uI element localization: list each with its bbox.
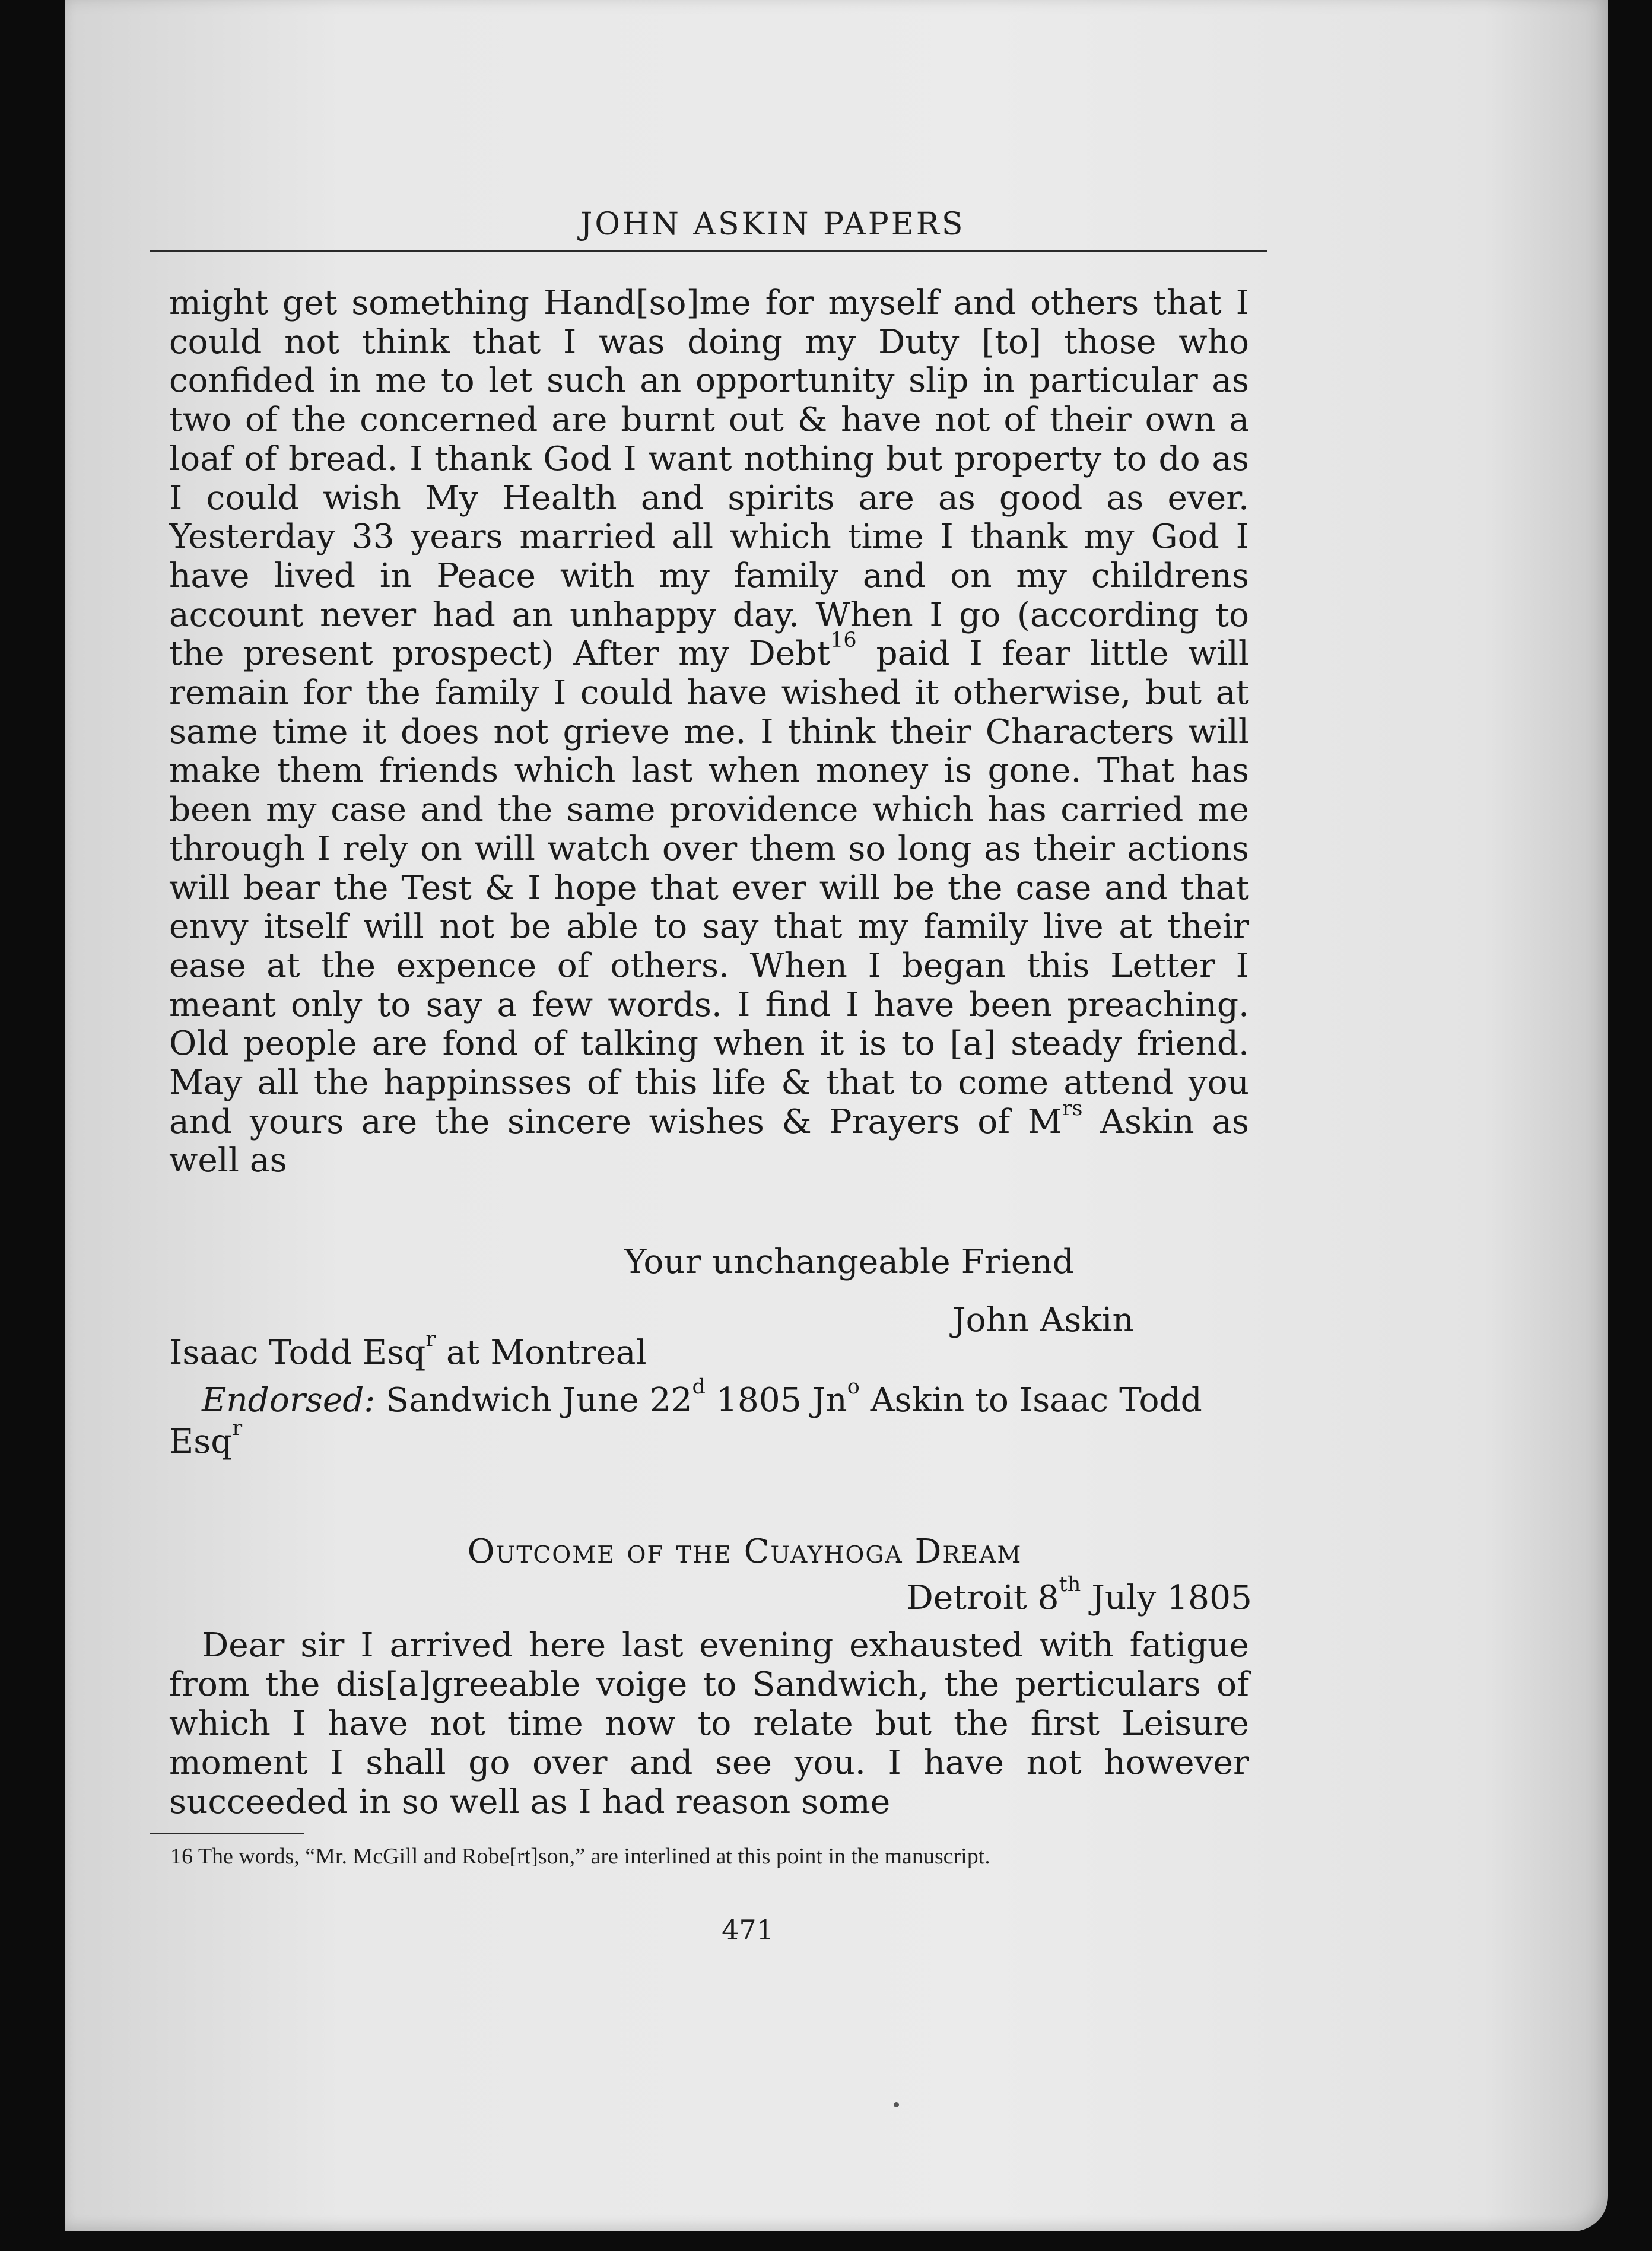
- section-title: Outcome of the Cuayhoga Dream: [467, 1532, 1022, 1571]
- dateline-text-end: July 1805: [1081, 1579, 1252, 1617]
- letter-closing: Your unchangeable Friend: [624, 1243, 1074, 1281]
- letter-addressee: [169, 1327, 647, 1374]
- footnote-rule: [150, 1833, 304, 1834]
- letter-body-text: might get something Hand[so]me for myself and others that I could not think that I was doing my Duty [to] those who confided in me to let such an opportunity slip in particular as two of the concerned are burnt out & have not of their own a loaf of bread. I thank God I want nothing but property to do as I could wish My Health and spirits are as good as ever. Yesterday 33 years married all which time I thank my God I have lived in Peace with my family and on my childrens account never had an unhappy day. When I go (according to the present prospect) After my Debt: [169, 284, 1249, 674]
- endorsement: [169, 1374, 1249, 1463]
- footnote-number: 16: [170, 1844, 193, 1869]
- letter-body: [169, 284, 1249, 1180]
- endorsed-text: Sandwich June 22: [375, 1381, 692, 1420]
- footnote-text: The words, “Mr. McGill and Robe[rt]son,” are interlined at this point in the manuscript.: [193, 1844, 990, 1869]
- footnote-reference: 16: [830, 628, 857, 653]
- letter-body-end: Askin as well as: [169, 1102, 1250, 1180]
- addressee-place: at Montreal: [436, 1334, 647, 1372]
- dateline-text: Detroit 8: [906, 1579, 1059, 1617]
- endorsed-text: 1805 Jn: [705, 1381, 847, 1420]
- letter-body-second-text: Dear sir I arrived here last evening exhausted with fatigue from the dis[a]greeable voige to Sandwich, the perticulars of which I have not time now to relate but the first Leisure moment I shall go over and see you. I have not however succeeded in so well as I had reason some: [169, 1626, 1249, 1821]
- dateline-superscript: th: [1059, 1572, 1081, 1597]
- letter-body-second: [169, 1626, 1249, 1822]
- endorsed-superscript: r: [232, 1416, 243, 1441]
- endorsed-label: Endorsed:: [202, 1381, 376, 1420]
- endorsed-superscript: d: [692, 1374, 706, 1399]
- letter-signature: John Askin: [952, 1301, 1134, 1339]
- endorsed-text: Askin to Isaac Todd Esq: [169, 1381, 1202, 1461]
- addressee-superscript: r: [425, 1327, 436, 1352]
- paper-speck: [894, 2102, 899, 2107]
- mrs-superscript: rs: [1062, 1096, 1083, 1120]
- addressee-name: Isaac Todd Esq: [169, 1334, 426, 1372]
- book-page: [65, 0, 1608, 2231]
- page-number: 471: [722, 1914, 774, 1946]
- footnote: [151, 1844, 1255, 1869]
- running-head: JOHN ASKIN PAPERS: [580, 207, 965, 242]
- endorsed-superscript: o: [847, 1374, 860, 1399]
- letter-body-continued: paid I fear little will remain for the family I could have wished it otherwise, but at same time it does not grieve me. I think their Characters will make them friends which last when money is gone. That has been my case and the same providence which has carried me through I rely on will watch over them so long as their actions will bear the Test & I hope that ever will be the case and that envy itself will not be able to say that my family live at their ease at the expence of others. When I began this Letter I meant only to say a few words. I find I have been preaching. Old people are fond of talking when it is to [a] steady friend. May all the happinsses of this life & that to come attend you and yours are the sincere wishes & Prayers of M: [169, 634, 1249, 1141]
- header-rule: [150, 250, 1267, 252]
- letter-dateline: [730, 1572, 1252, 1619]
